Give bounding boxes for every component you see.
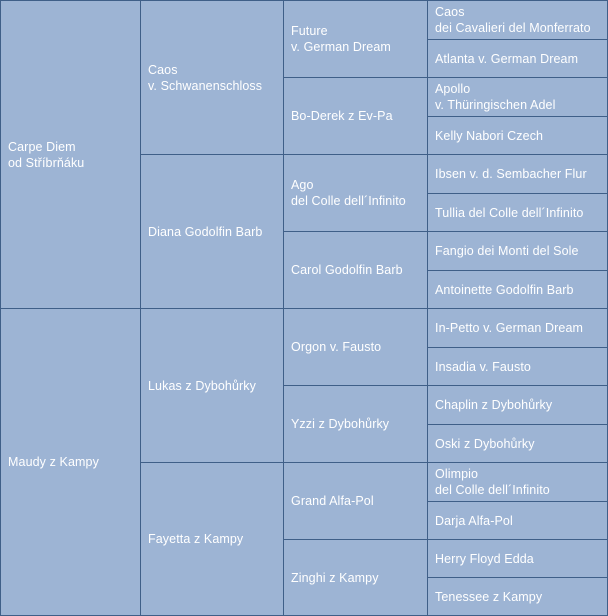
ancestor-gen4-13: Olimpio del Colle dell´Infinito <box>427 462 608 502</box>
ancestor-gen4-16: Tenessee z Kampy <box>427 577 608 616</box>
ancestor-gen3-2: Bo-Derek z Ev-Pa <box>283 77 428 155</box>
ancestor-gen3-5: Orgon v. Fausto <box>283 308 428 386</box>
ancestor-gen4-1: Caos dei Cavalieri del Monferrato <box>427 0 608 40</box>
ancestor-gen4-10: Insadia v. Fausto <box>427 347 608 386</box>
ancestor-gen3-8: Zinghi z Kampy <box>283 539 428 616</box>
dam-dam: Fayetta z Kampy <box>140 462 284 616</box>
ancestor-gen4-14: Darja Alfa-Pol <box>427 501 608 540</box>
dam-sire: Lukas z Dybohůrky <box>140 308 284 463</box>
sire-sire: Caos v. Schwanenschloss <box>140 0 284 155</box>
ancestor-gen3-6: Yzzi z Dybohůrky <box>283 385 428 463</box>
ancestor-gen4-12: Oski z Dybohůrky <box>427 424 608 463</box>
ancestor-gen3-4: Carol Godolfin Barb <box>283 231 428 309</box>
ancestor-gen3-1: Future v. German Dream <box>283 0 428 78</box>
sire-dam: Diana Godolfin Barb <box>140 154 284 309</box>
ancestor-gen4-2: Atlanta v. German Dream <box>427 39 608 78</box>
ancestor-gen3-7: Grand Alfa-Pol <box>283 462 428 540</box>
ancestor-gen4-4: Kelly Nabori Czech <box>427 116 608 155</box>
dam: Maudy z Kampy <box>0 308 141 616</box>
ancestor-gen4-15: Herry Floyd Edda <box>427 539 608 578</box>
ancestor-gen4-5: Ibsen v. d. Sembacher Flur <box>427 154 608 194</box>
ancestor-gen4-3: Apollo v. Thüringischen Adel <box>427 77 608 117</box>
ancestor-gen4-11: Chaplin z Dybohůrky <box>427 385 608 425</box>
ancestor-gen4-6: Tullia del Colle dell´Infinito <box>427 193 608 232</box>
ancestor-gen4-8: Antoinette Godolfin Barb <box>427 270 608 309</box>
sire: Carpe Diem od Stříbrňáku <box>0 0 141 309</box>
ancestor-gen4-7: Fangio dei Monti del Sole <box>427 231 608 271</box>
ancestor-gen4-9: In-Petto v. German Dream <box>427 308 608 348</box>
ancestor-gen3-3: Ago del Colle dell´Infinito <box>283 154 428 232</box>
